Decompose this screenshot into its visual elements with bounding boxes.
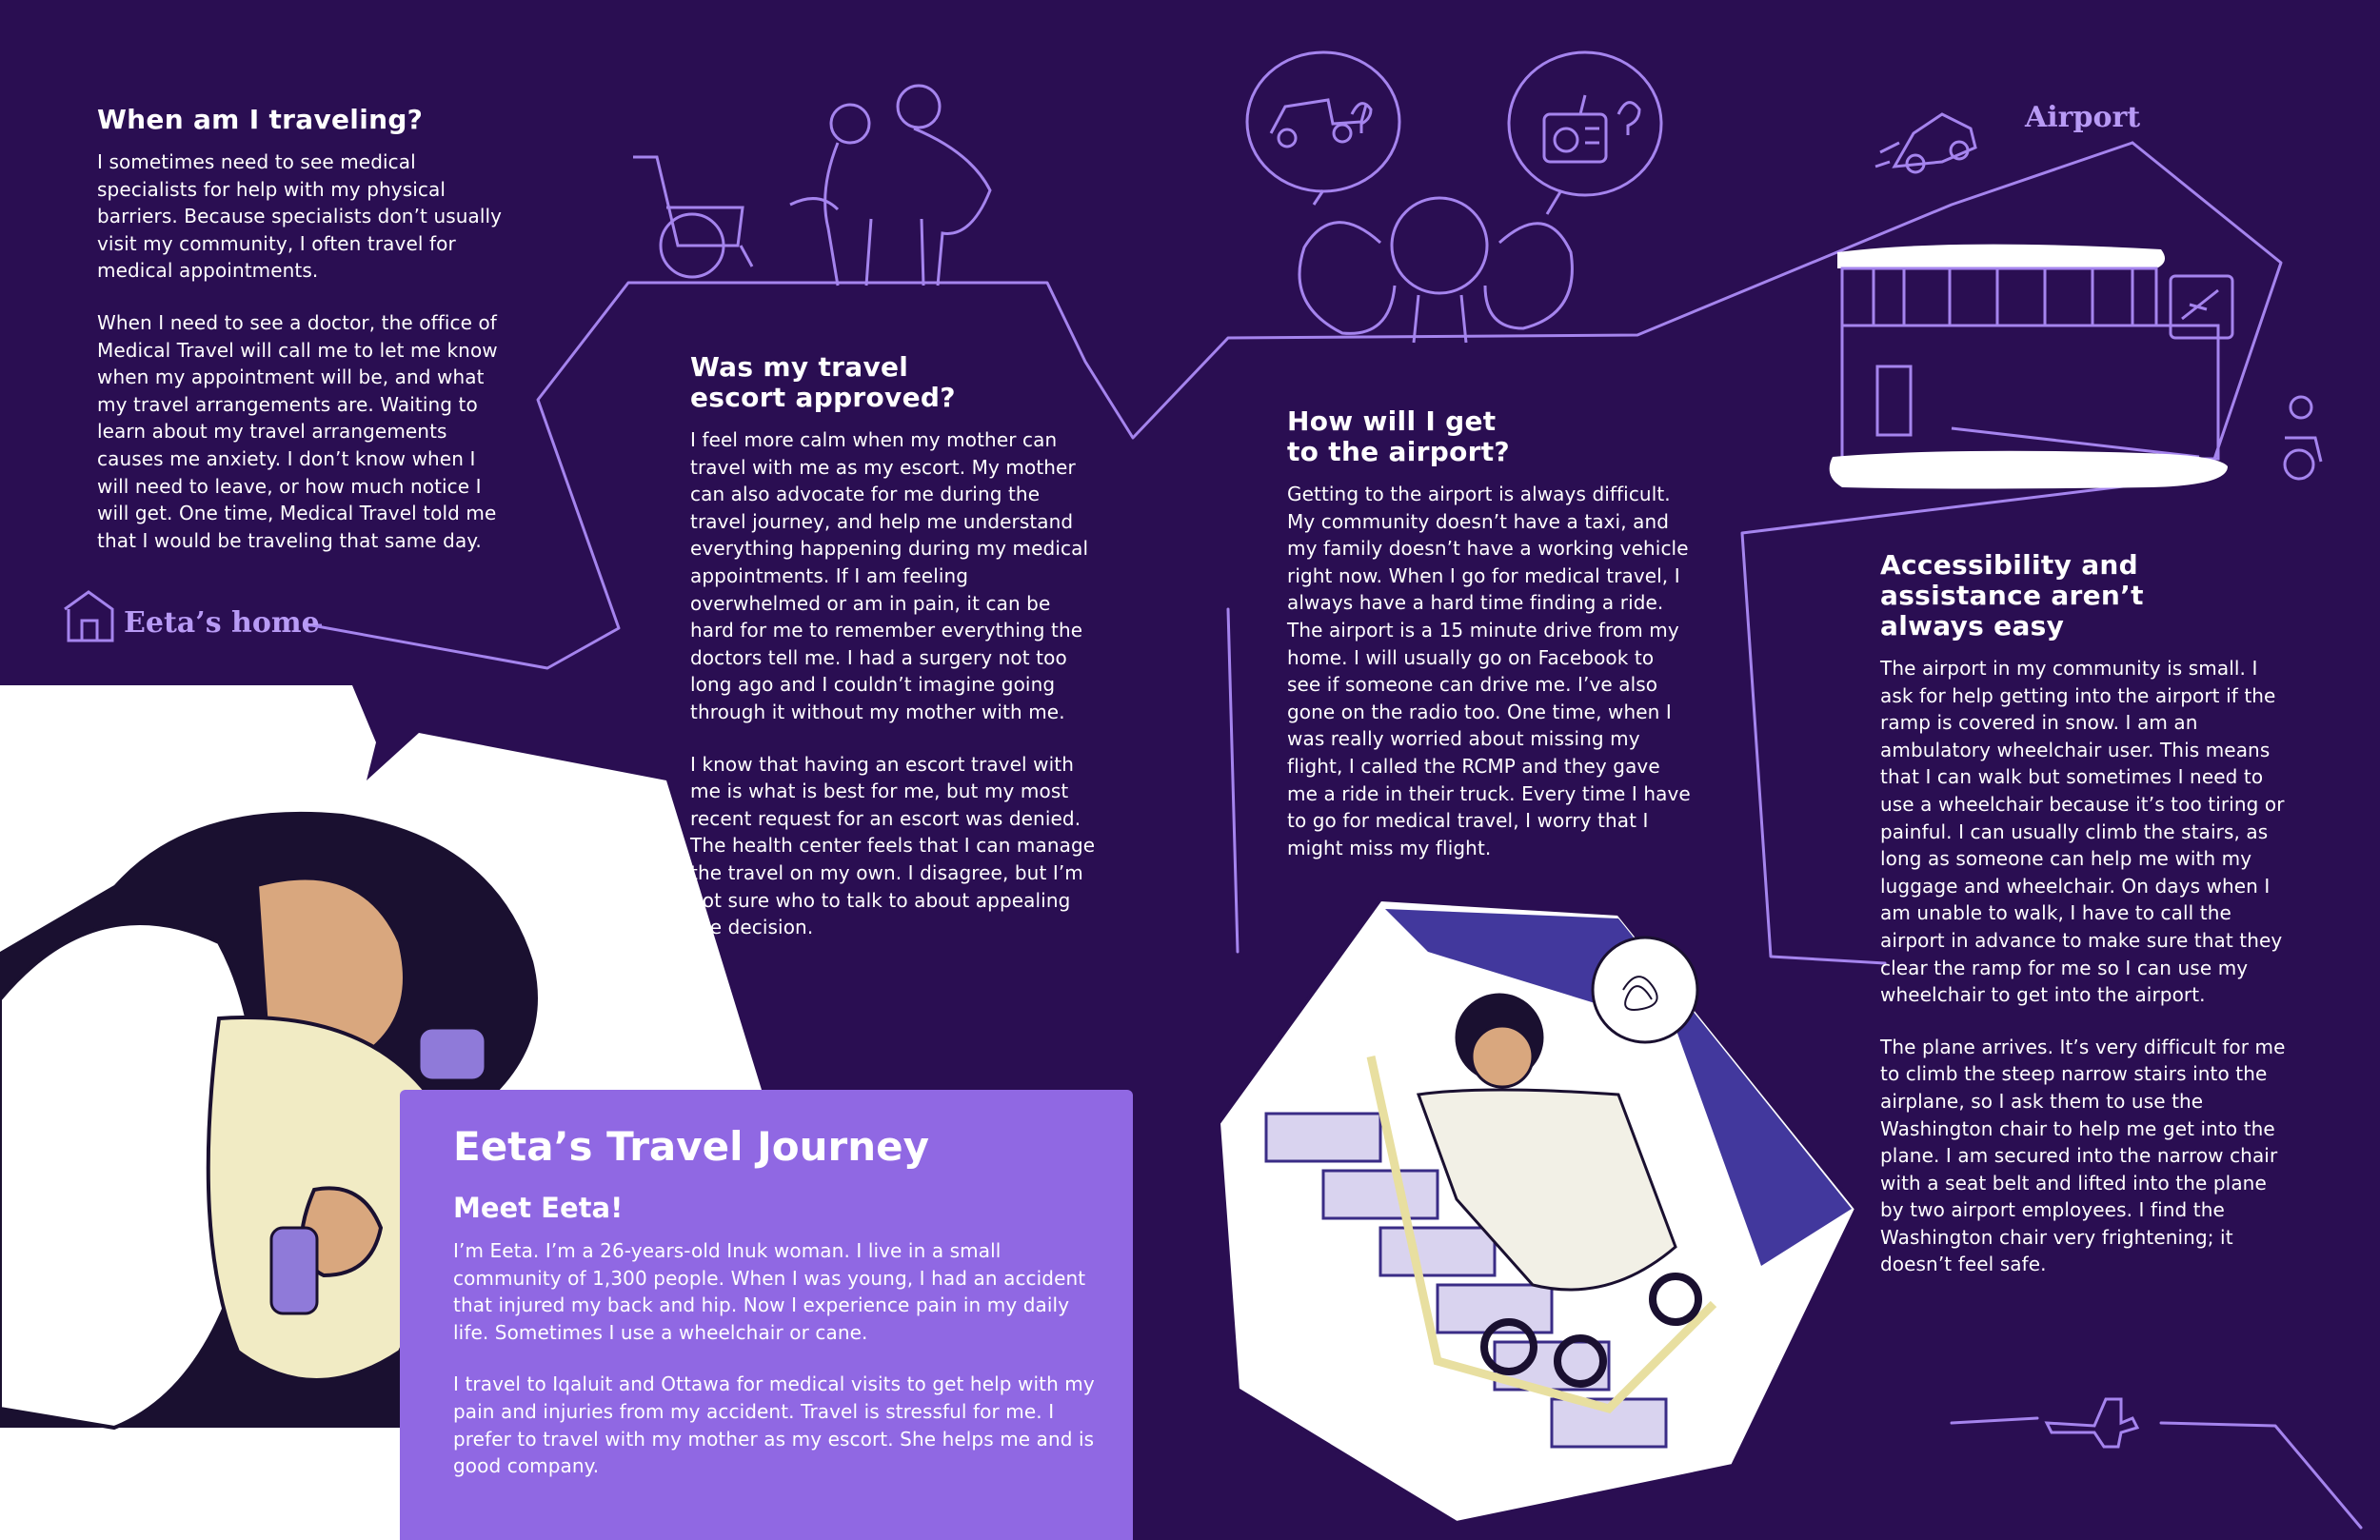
heading-line: Was my travel: [690, 351, 909, 383]
airport-building-illustration: [1830, 245, 2232, 489]
wheelchair-icon: [633, 157, 752, 277]
section-traveling-heading: When am I traveling?: [97, 104, 424, 135]
section-escort-heading: [690, 352, 1100, 413]
section-airport-ride: [1287, 406, 1692, 886]
section-airport-ride-paragraph: Getting to the airport is always difficult. My community doesn’t have a taxi, and my family doesn’t have a working vehicle right now. When I go for medical travel, I always have a hard time finding a ride. The airport is a 15 minute drive from my home. I will usually go on Facebook to see if someone can drive me. I’ve also gone on the radio too. One time, when I was really worried about missing my flight, I called the RCMP and they gave me a ride in their truck. Every time I have to go for medical travel, I worry that I might miss my flight.: [1287, 483, 1691, 859]
section-accessibility-paragraph: The plane arrives. It’s very difficult for me to climb the steep narrow stairs into the airplane, so I ask them to use the Washington chair to help me get into the plane. I am secured into the narrow chair with a seat belt and lifted into the plane by two airport employees. I find the Washington chair very frightening; it doesn’t feel safe.: [1880, 1035, 2286, 1276]
heading-line: assistance aren’t: [1880, 580, 2144, 611]
truck-icon: [1271, 100, 1371, 147]
intro-subtitle: Meet Eeta!: [453, 1192, 624, 1224]
intro-paragraph: I travel to Iqaluit and Ottawa for medical visits to get help with my pain and injuries from my accident. Travel is stressful for me. I prefer to travel with my mother as my escort. She helps me and is good company.: [453, 1372, 1095, 1478]
car-icon: [1875, 114, 1975, 172]
eeta-mother-illustration: [790, 86, 990, 286]
wheelchair-user-small-icon: [2285, 397, 2321, 479]
journey-path-segment-3: [1228, 609, 1238, 952]
intro-body: [453, 1237, 1101, 1505]
airport-label: Airport: [2025, 101, 2141, 134]
section-accessibility-paragraph: The airport in my community is small. I ask for help getting into the airport if the ramp is covered in snow. I am an ambulatory wheelchair user. This means that I can walk but sometimes I need to use a wheelchair because it’s too tiring or painful. I can usually climb the stairs, as long as someone can help me with my luggage and wheelchair. On days when I am unable to walk, I have to call the airport in advance to make sure that they clear the ramp for me so I can use my wheelchair to get into the airport.: [1880, 657, 2285, 1007]
house-icon: [65, 592, 112, 641]
airplane-icon: [2047, 1399, 2137, 1447]
section-traveling: [97, 105, 506, 579]
heading-line: to the airport?: [1287, 436, 1510, 467]
radio-icon: [1544, 95, 1639, 162]
section-escort-paragraph: I know that having an escort travel with me is what is best for me, but my most recent request for an escort was denied. The health center feels that I can manage the travel on my own. I disagree, but I’m not sure who to talk to about appealing the decision.: [690, 752, 1096, 939]
section-accessibility: [1880, 550, 2294, 1303]
section-accessibility-heading: [1880, 550, 2294, 642]
section-escort-paragraph: I feel more calm when my mother can travel with me as my escort. My mother can also advocate for me during the travel journey, and help me understand everything happening during my medical appointments. If I am feeling overwhelmed or am in pain, it can be hard for me to remember everything the doctors tell me. I had a surgery not too long ago and I couldn’t imagine going through it without my mother with me.: [690, 428, 1089, 723]
section-traveling-paragraph: I sometimes need to see medical specialists for help with my physical barriers. Because specialists don’t usually visit my community, I often travel for medical appointments.: [97, 150, 503, 283]
intro-title: Eeta’s Travel Journey: [453, 1123, 930, 1170]
intro-paragraph: I’m Eeta. I’m a 26-years-old Inuk woman. I live in a small community of 1,300 people. When I was young, I had an accident that injured my back and hip. Now I experience pain in my daily life. Sometimes I use a wheelchair or cane.: [453, 1239, 1086, 1344]
section-airport-ride-heading: [1287, 406, 1692, 467]
heading-line: always easy: [1880, 610, 2065, 642]
heading-line: escort approved?: [690, 382, 956, 413]
heading-line: Accessibility and: [1880, 549, 2138, 581]
section-escort: [690, 352, 1100, 966]
journey-path-segment-4: [1952, 1418, 2361, 1528]
home-label: Eeta’s home: [124, 606, 320, 640]
heading-line: How will I get: [1287, 405, 1497, 437]
section-traveling-paragraph: When I need to see a doctor, the office of Medical Travel will call me to let me know when my appointment will be, and what my travel arrangements are. Waiting to learn about my travel arrangements causes me anxiety. I don’t know when I will need to leave, or how much notice I will get. One time, Medical Travel told me that I would be traveling that same day.: [97, 310, 498, 552]
eeta-worried-illustration: [1247, 52, 1661, 343]
journey-path-segment-1: [307, 143, 2132, 668]
